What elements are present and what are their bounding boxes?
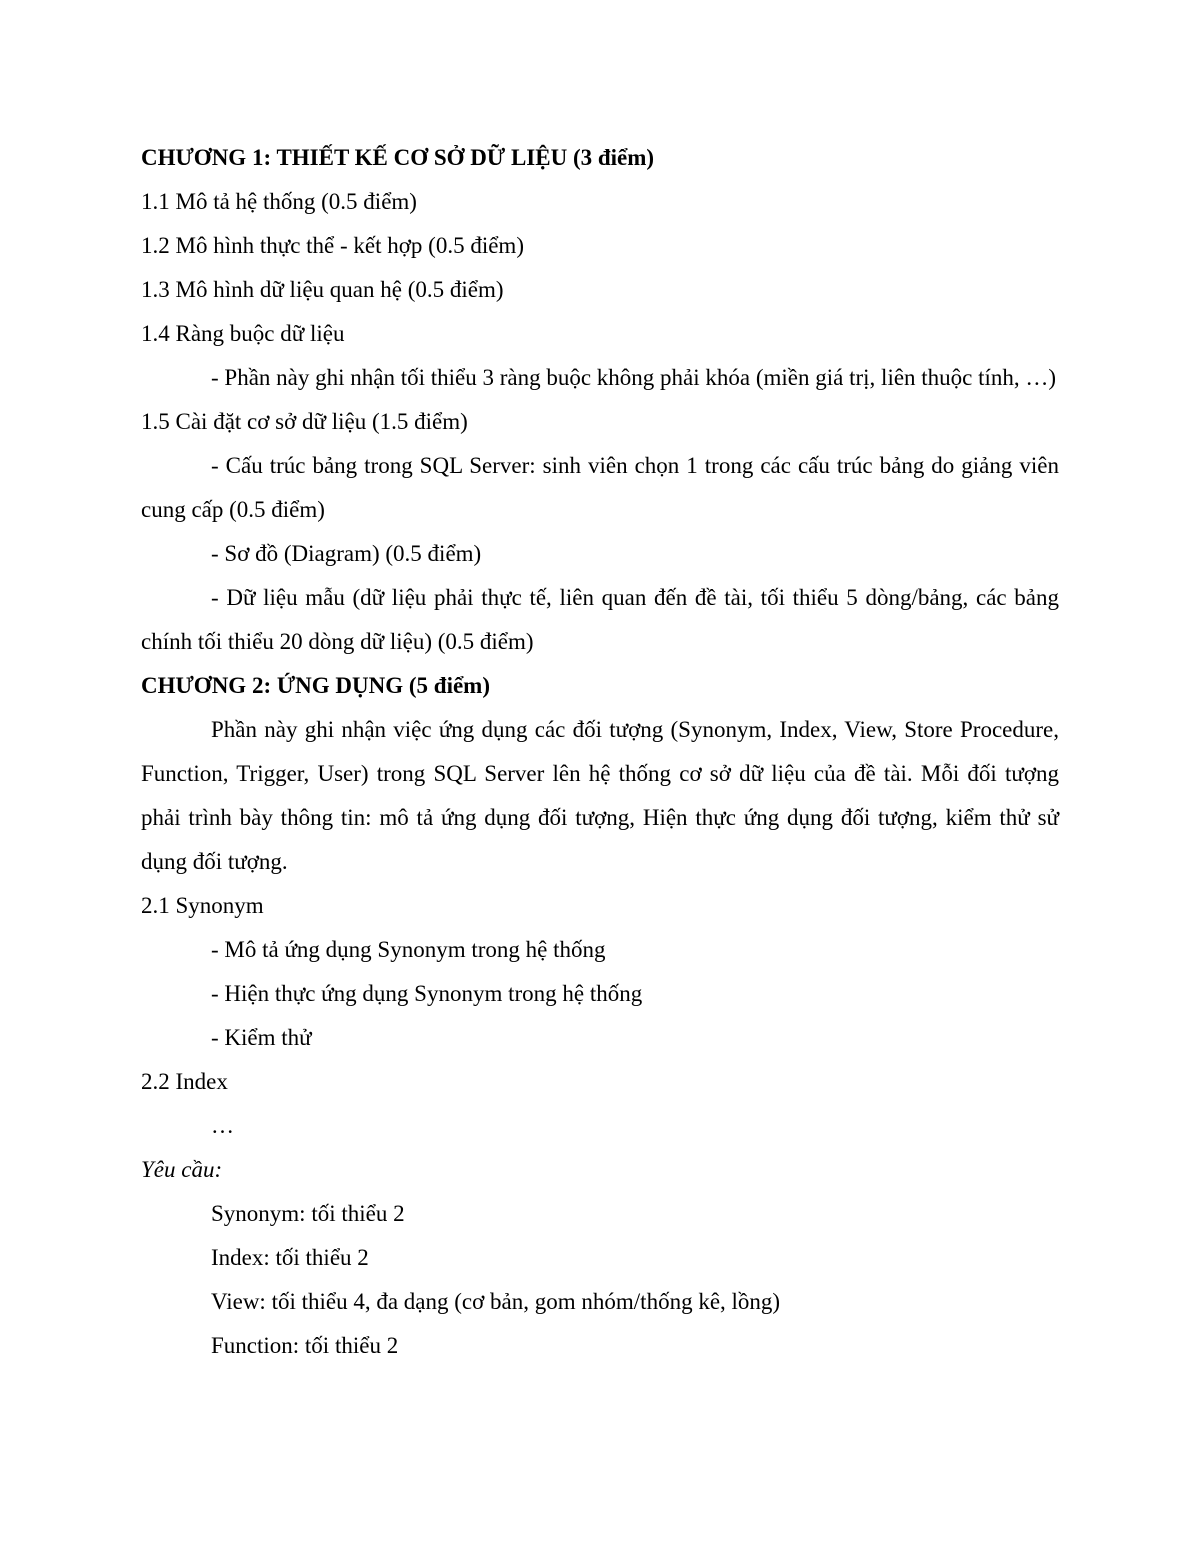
requirement-synonym: Synonym: tối thiểu 2 [211, 1201, 405, 1226]
requirement-index: Index: tối thiểu 2 [211, 1245, 369, 1270]
section-2-1-item-implement: - Hiện thực ứng dụng Synonym trong hệ thống [211, 981, 643, 1006]
chapter-2-intro: Phần này ghi nhận việc ứng dụng các đối tượng (Synonym, Index, View, Store Procedure, Function, Trigger, User) trong SQL Server lên hệ thống cơ sở dữ liệu của đề tài. Mỗi đối tượng phải trình bày thông tin: mô tả ứng dụng đối tượng, Hiện thực ứng dụng đối tượng, kiểm thử sử dụng đối tượng. [141, 717, 1059, 874]
section-2-1: 2.1 Synonym [141, 893, 264, 918]
ellipsis: … [211, 1113, 234, 1138]
section-1-4: 1.4 Ràng buộc dữ liệu [141, 321, 345, 346]
document-body [141, 136, 1059, 1368]
section-1-4-item: - Phần này ghi nhận tối thiểu 3 ràng buộc không phải khóa (miền giá trị, liên thuộc tính, …) [211, 365, 1057, 390]
chapter-1-heading: CHƯƠNG 1: THIẾT KẾ CƠ SỞ DỮ LIỆU (3 điểm) [141, 145, 655, 170]
section-1-5-item-diagram: - Sơ đồ (Diagram) (0.5 điểm) [211, 541, 482, 566]
requirement-view: View: tối thiểu 4, đa dạng (cơ bản, gom nhóm/thống kê, lồng) [211, 1289, 781, 1314]
section-1-5-item-sample-data: - Dữ liệu mẫu (dữ liệu phải thực tế, liên quan đến đề tài, tối thiểu 5 dòng/bảng, các bảng chính tối thiểu 20 dòng dữ liệu) (0.5 điểm) [141, 585, 1059, 654]
section-2-1-item-test: - Kiểm thử [211, 1025, 312, 1050]
section-1-5-item-table-structure: - Cấu trúc bảng trong SQL Server: sinh viên chọn 1 trong các cấu trúc bảng do giảng viên cung cấp (0.5 điểm) [141, 453, 1059, 522]
requirement-function: Function: tối thiểu 2 [211, 1333, 399, 1358]
section-1-1: 1.1 Mô tả hệ thống (0.5 điểm) [141, 189, 417, 214]
requirements-label: Yêu cầu: [141, 1157, 223, 1182]
chapter-2-heading: CHƯƠNG 2: ỨNG DỤNG (5 điểm) [141, 673, 490, 698]
section-1-2: 1.2 Mô hình thực thể - kết hợp (0.5 điểm) [141, 233, 524, 258]
section-2-2: 2.2 Index [141, 1069, 228, 1094]
section-1-5: 1.5 Cài đặt cơ sở dữ liệu (1.5 điểm) [141, 409, 468, 434]
section-1-3: 1.3 Mô hình dữ liệu quan hệ (0.5 điểm) [141, 277, 504, 302]
section-2-1-item-describe: - Mô tả ứng dụng Synonym trong hệ thống [211, 937, 606, 962]
